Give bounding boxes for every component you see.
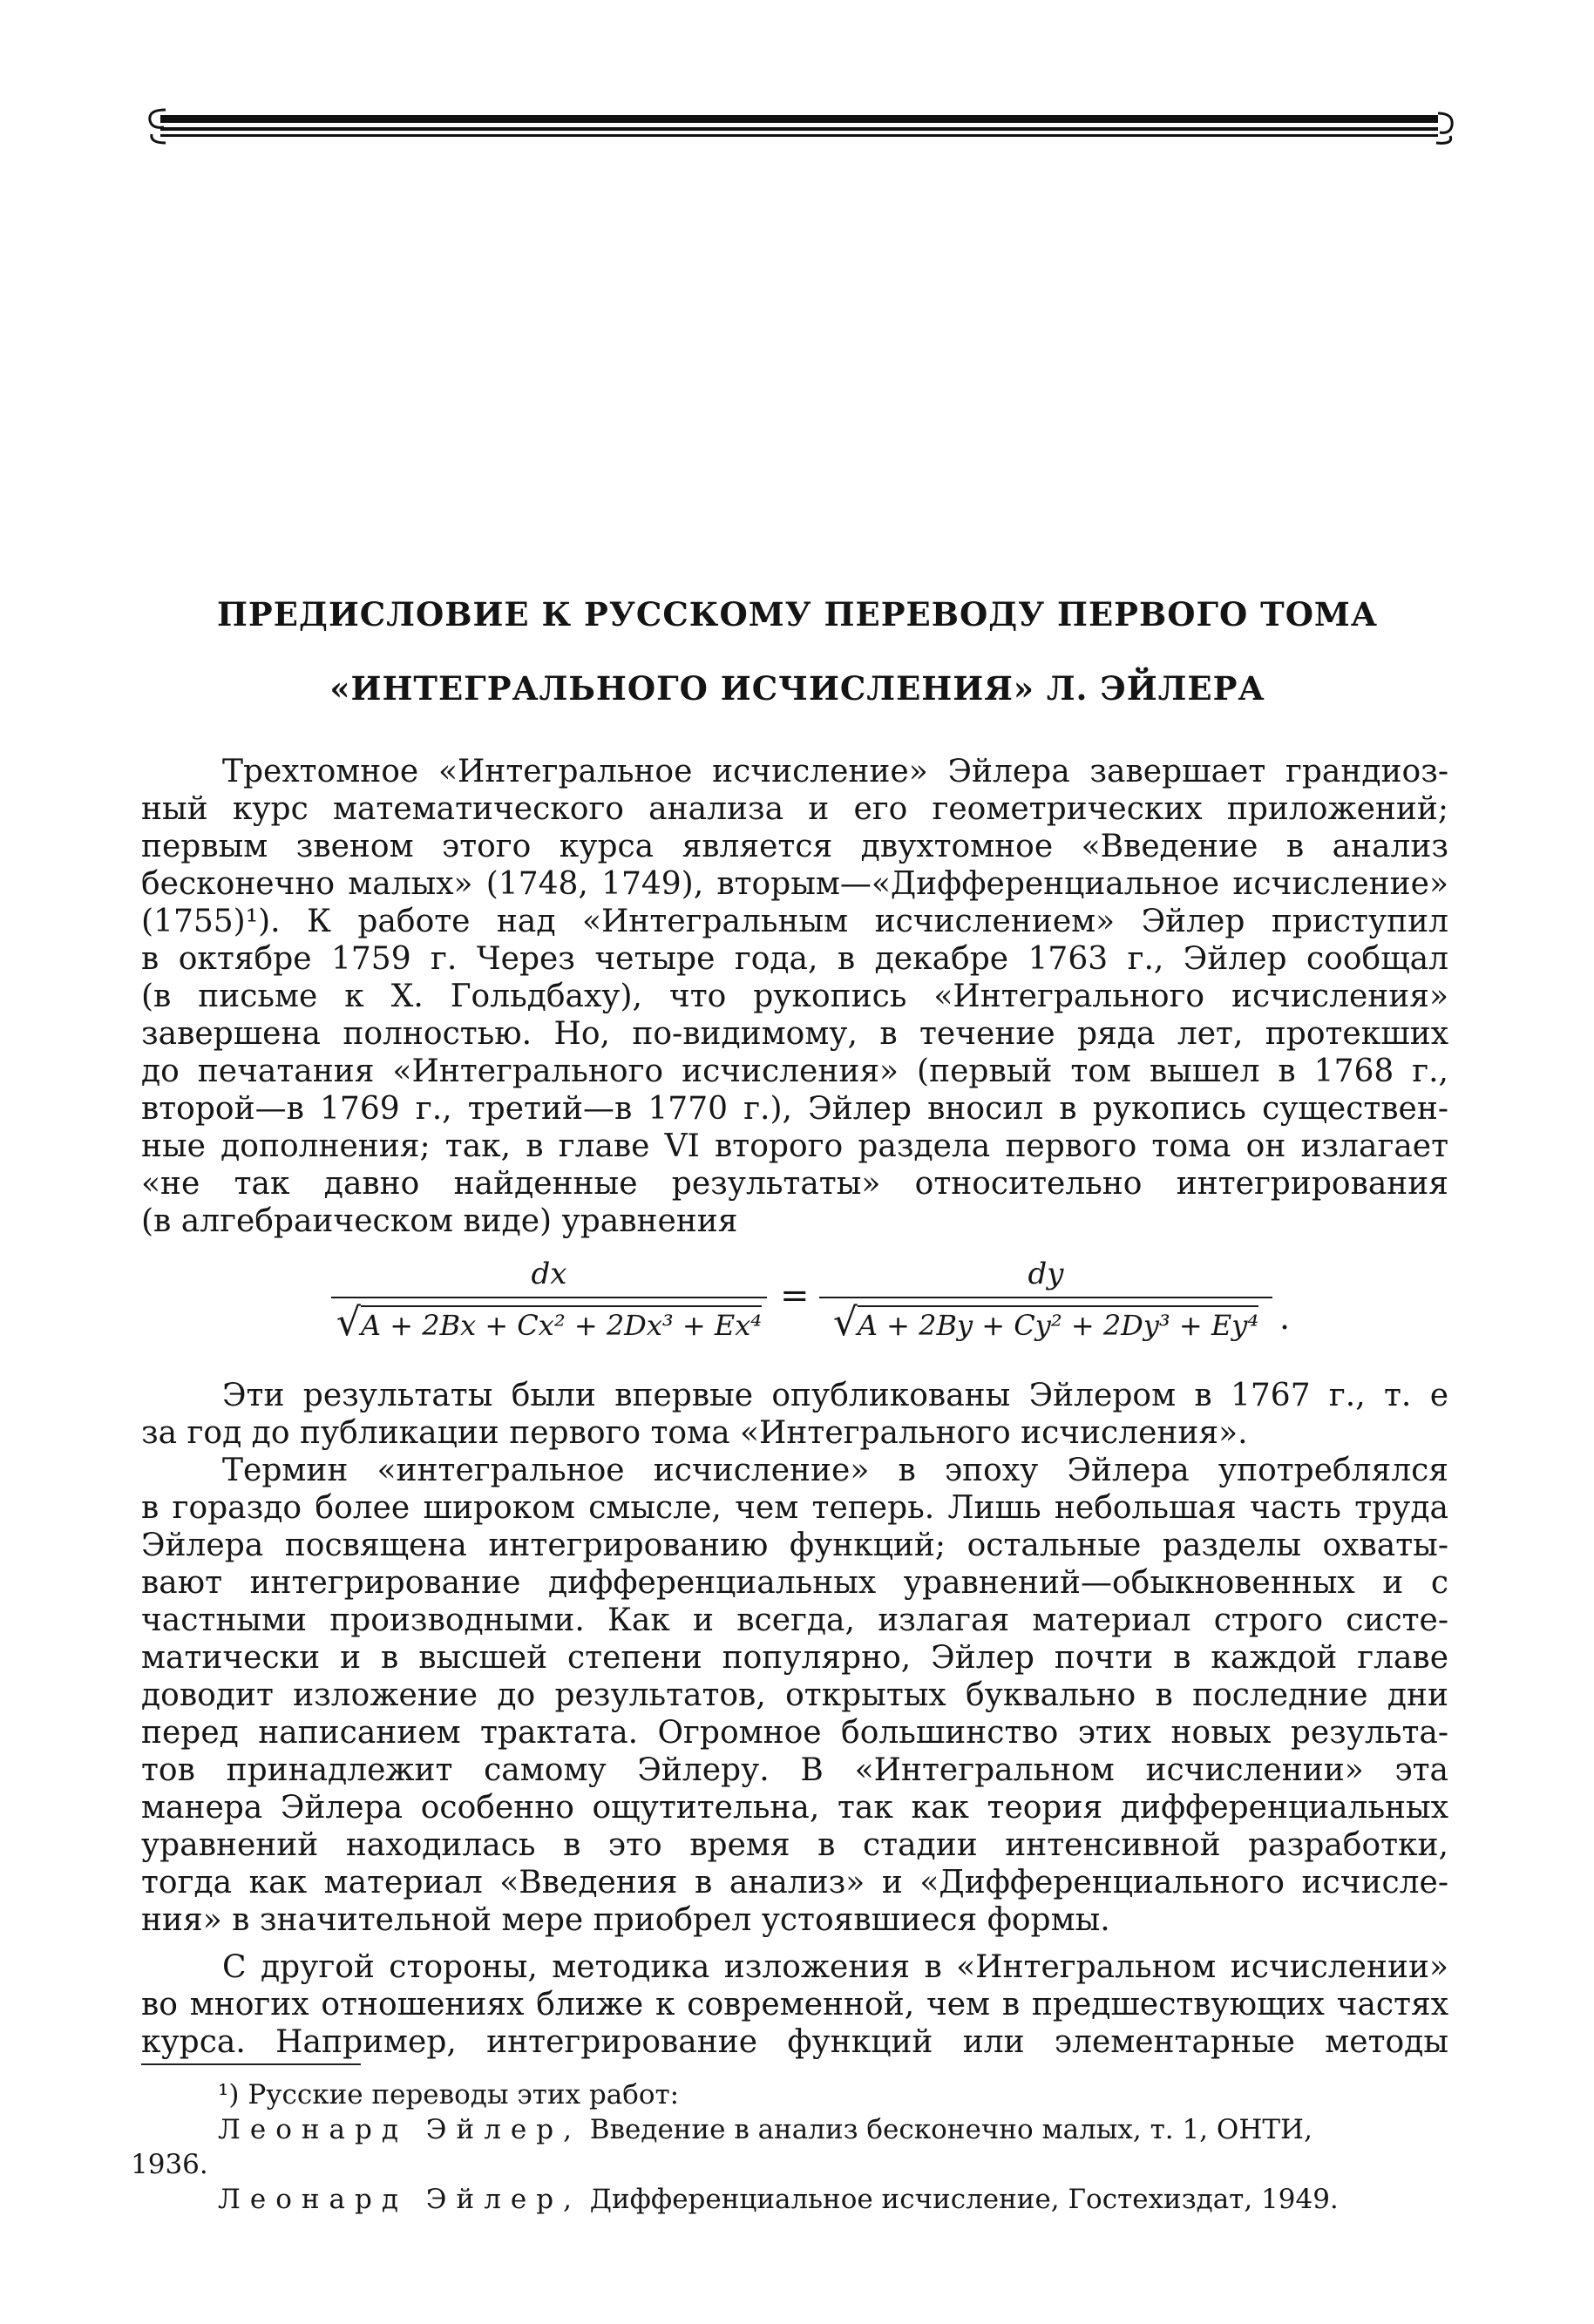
body-line: частными производными. Как и всегда, излагая материал строго систе-: [141, 1602, 1448, 1638]
body-line: за год до публикации первого тома «Интегрального исчисления».: [141, 1415, 1248, 1451]
denominator: [331, 1300, 767, 1345]
body-line: Трехтомное «Интегральное исчисление» Эйлера завершает грандиоз-: [222, 754, 1448, 789]
page-title-line-2: «ИНТЕГРАЛЬНОГО ИСЧИСЛЕНИЯ» Л. ЭЙЛЕРА: [329, 669, 1265, 708]
body-line: завершена полностью. Но, по-видимому, в течение ряда лет, протекших: [141, 1016, 1448, 1052]
body-line: (в алгебраическом виде) уравнения: [141, 1203, 738, 1239]
body-line: (1755)¹). К работе над «Интегральным исчислением» Эйлер приступил: [141, 904, 1448, 939]
body-line: Эти результаты были впервые опубликованы Эйлером в 1767 г., т. е: [222, 1378, 1448, 1413]
footnote-text: Введение в анализ бесконечно малых, т. 1, ОНТИ,: [589, 2114, 1313, 2145]
body-line: (в письме к Х. Гольдбаху), что рукопись «Интегрального исчисления»: [141, 979, 1448, 1014]
fraction-left: [331, 1255, 767, 1345]
body-line: уравнений находилась в это время в стадии интенсивной разработки,: [141, 1827, 1448, 1863]
body-line: вают интегрирование дифференциальных уравнений—обыкновенных и с: [141, 1565, 1448, 1601]
footnote-text: Дифференциальное исчисление, Гостехиздат, 1949.: [589, 2184, 1339, 2215]
body-line: матически и в высшей степени популярно, Эйлер почти в каждой главе: [141, 1640, 1448, 1676]
denominator: [819, 1300, 1272, 1345]
body-line: манера Эйлера особенно ощутительна, так как теория дифференциальных: [141, 1790, 1448, 1826]
fraction-bar: [819, 1297, 1272, 1298]
body-line: Эйлера посвящена интегрированию функций; остальные разделы охваты-: [141, 1528, 1448, 1563]
page-title-line-1: ПРЕДИСЛОВИЕ К РУССКОМУ ПЕРЕВОДУ ПЕРВОГО ТОМА: [216, 595, 1379, 634]
period: .: [1279, 1298, 1291, 1337]
body-line: перед написанием трактата. Огромное большинство этих новых результа-: [141, 1715, 1448, 1751]
body-line: бесконечно малых» (1748, 1749), вторым—«Дифференциальное исчисление»: [141, 866, 1448, 902]
body-line: до печатания «Интегрального исчисления» (первый том вышел в 1768 г.,: [141, 1054, 1448, 1089]
fraction-bar: [331, 1297, 767, 1298]
body-line: второй—в 1769 г., третий—в 1770 г.), Эйлер вносил в рукопись существен-: [141, 1091, 1448, 1127]
body-line: С другой стороны, методика изложения в «Интегральном исчислении»: [222, 1949, 1448, 1985]
body-line: Термин «интегральное исчисление» в эпоху Эйлера употреблялся: [222, 1453, 1448, 1488]
numerator: dy: [1028, 1257, 1064, 1291]
body-line: во многих отношениях ближе к современной, чем в предшествующих частях: [141, 1987, 1448, 2022]
radicand: A + 2By + Cy² + 2Dy³ + Ey⁴: [858, 1305, 1258, 1342]
radical-sign: √: [336, 1300, 361, 1345]
footnote-line: [218, 2112, 1313, 2147]
header-ornament-rule: [148, 103, 1455, 155]
body-line: ные дополнения; так, в главе VI второго раздела первого тома он излагает: [141, 1128, 1448, 1164]
footnote-author: Леонард Эйлер,: [218, 2184, 581, 2215]
footnote-author: Леонард Эйлер,: [218, 2114, 581, 2145]
radical-sign: √: [832, 1300, 858, 1345]
footnote-separator: [141, 2063, 361, 2065]
equals-sign: =: [780, 1276, 810, 1316]
footnote-line: 1936.: [131, 2149, 208, 2180]
body-line: тов принадлежит самому Эйлеру. В «Интегральном исчислении» эта: [141, 1752, 1448, 1788]
body-line: доводит изложение до результатов, открытых буквально в последние дни: [141, 1677, 1448, 1713]
body-line: ния» в значительной мере приобрел устоявшиеся формы.: [141, 1902, 1110, 1938]
body-line: тогда как материал «Введения в анализ» и «Дифференциального исчисле-: [141, 1865, 1448, 1901]
radicand: A + 2Bx + Cx² + 2Dx³ + Ex⁴: [361, 1305, 762, 1342]
fraction-right: [819, 1255, 1272, 1345]
body-line: «не так давно найденные результаты» относительно интегрирования: [141, 1166, 1448, 1202]
body-line: ный курс математического анализа и его геометрических приложений;: [141, 791, 1448, 827]
footnote-line: ¹) Русские переводы этих работ:: [218, 2079, 680, 2111]
body-line: в гораздо более широком смысле, чем теперь. Лишь небольшая часть труда: [141, 1490, 1448, 1526]
equation: [331, 1255, 1325, 1368]
numerator: dx: [531, 1257, 567, 1291]
body-line: первым звеном этого курса является двухтомное «Введение в анализ: [141, 829, 1448, 864]
body-line: в октябре 1759 г. Через четыре года, в декабре 1763 г., Эйлер сообщал: [141, 941, 1448, 977]
body-line: курса. Например, интегрирование функций или элементарные методы: [141, 2024, 1448, 2060]
footnote-line: [218, 2182, 1339, 2217]
